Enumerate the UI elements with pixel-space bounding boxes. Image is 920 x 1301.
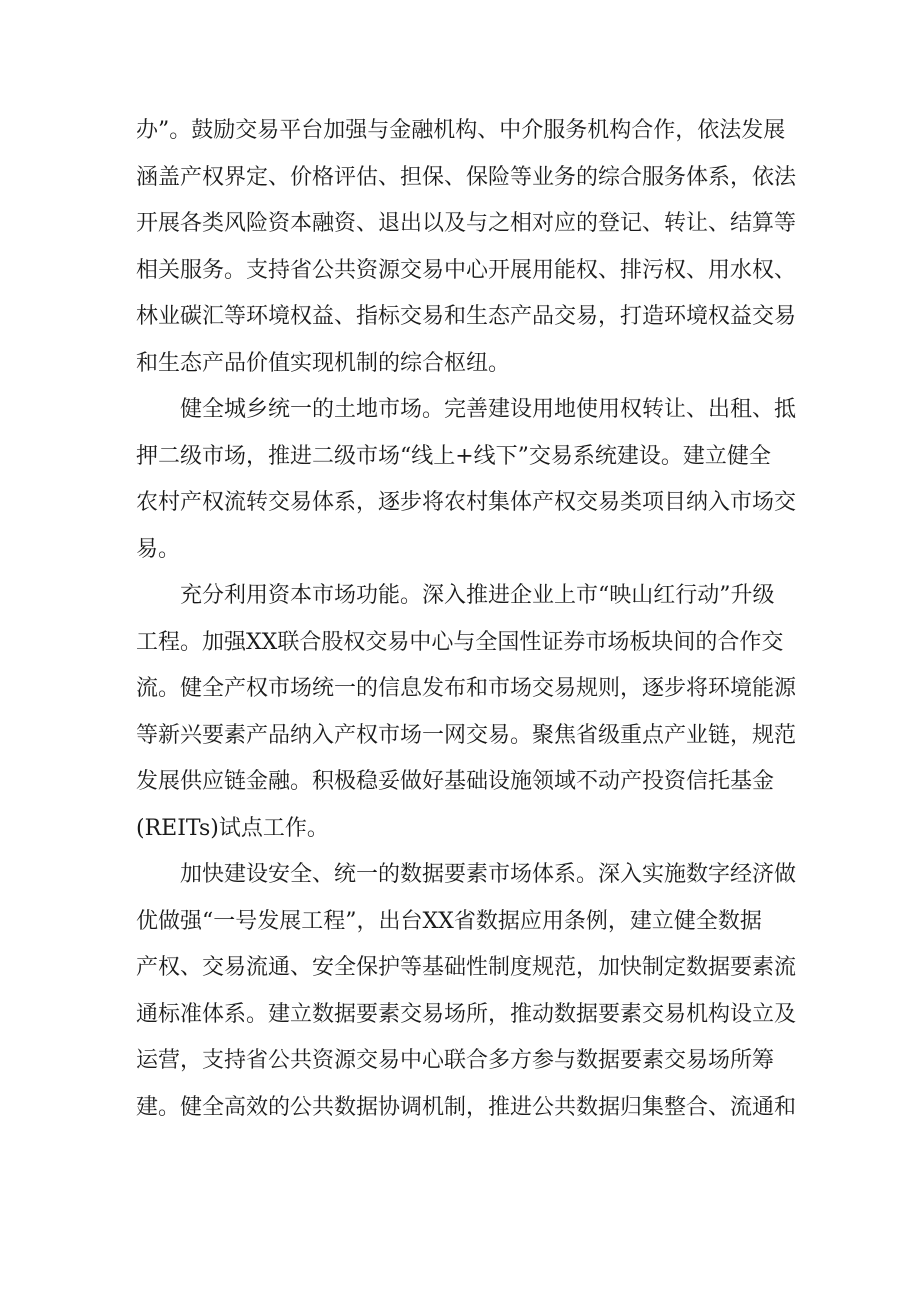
text-line: 涵盖产权界定、价格评估、担保、保险等业务的综合服务体系，依法 bbox=[136, 164, 797, 190]
text-line: 开展各类风险资本融资、退出以及与之相对应的登记、转让、结算等 bbox=[136, 211, 797, 236]
text-line: 押二级市场，推进二级市场“线上+线下”交易系统建设。建立健全 bbox=[136, 443, 771, 469]
document-body bbox=[136, 108, 798, 1131]
text-line: 加快建设安全、统一的数据要素市场体系。深入实施数字经济做 bbox=[180, 862, 797, 887]
text-line: 产权、交易流通、安全保护等基础性制度规范，加快制定数据要素流 bbox=[136, 955, 797, 980]
text-line: 相关服务。支持省公共资源交易中心开展用能权、排污权、用水权、 bbox=[136, 257, 797, 283]
text-line: 充分利用资本市场功能。深入推进企业上市“映山红行动”升级 bbox=[180, 583, 775, 608]
text-line: 等新兴要素产品纳入产权市场一网交易。聚焦省级重点产业链，规范 bbox=[136, 722, 797, 748]
text-line: 林业碳汇等环境权益、指标交易和生态产品交易，打造环境权益交易 bbox=[136, 304, 797, 329]
text-line: 建。健全高效的公共数据协调机制，推进公共数据归集整合、流通和 bbox=[136, 1094, 797, 1120]
paragraph-3 bbox=[136, 573, 798, 852]
text-line: 工程。加强XX联合股权交易中心与全国性证券市场板块间的合作交 bbox=[136, 629, 784, 655]
text-line: 运营，支持省公共资源交易中心联合多方参与数据要素交易场所筹 bbox=[136, 1048, 775, 1073]
text-line: 流。健全产权市场统一的信息发布和市场交易规则，逐步将环境能源 bbox=[136, 676, 797, 701]
paragraph-1 bbox=[136, 108, 798, 387]
text-line: 和生态产品价值实现机制的综合枢纽。 bbox=[136, 350, 511, 376]
text-line: 通标准体系。建立数据要素交易场所，推动数据要素交易机构设立及 bbox=[136, 1001, 797, 1027]
paragraph-4 bbox=[136, 852, 798, 1131]
text-line: 优做强“一号发展工程”，出台XX省数据应用条例，建立健全数据 bbox=[136, 908, 762, 934]
text-line: 办”。鼓励交易平台加强与金融机构、中介服务机构合作，依法发展 bbox=[136, 118, 786, 143]
text-line: 农村产权流转交易体系，逐步将农村集体产权交易类项目纳入市场交 bbox=[136, 490, 797, 515]
text-line: 易。 bbox=[136, 536, 181, 562]
text-line: 发展供应链金融。积极稳妥做好基础设施领域不动产投资信托基金 bbox=[136, 769, 775, 794]
text-line: 健全城乡统一的土地市场。完善建设用地使用权转让、出租、抵 bbox=[180, 397, 797, 422]
text-line: (REITs)试点工作。 bbox=[136, 815, 329, 841]
paragraph-2 bbox=[136, 387, 798, 573]
